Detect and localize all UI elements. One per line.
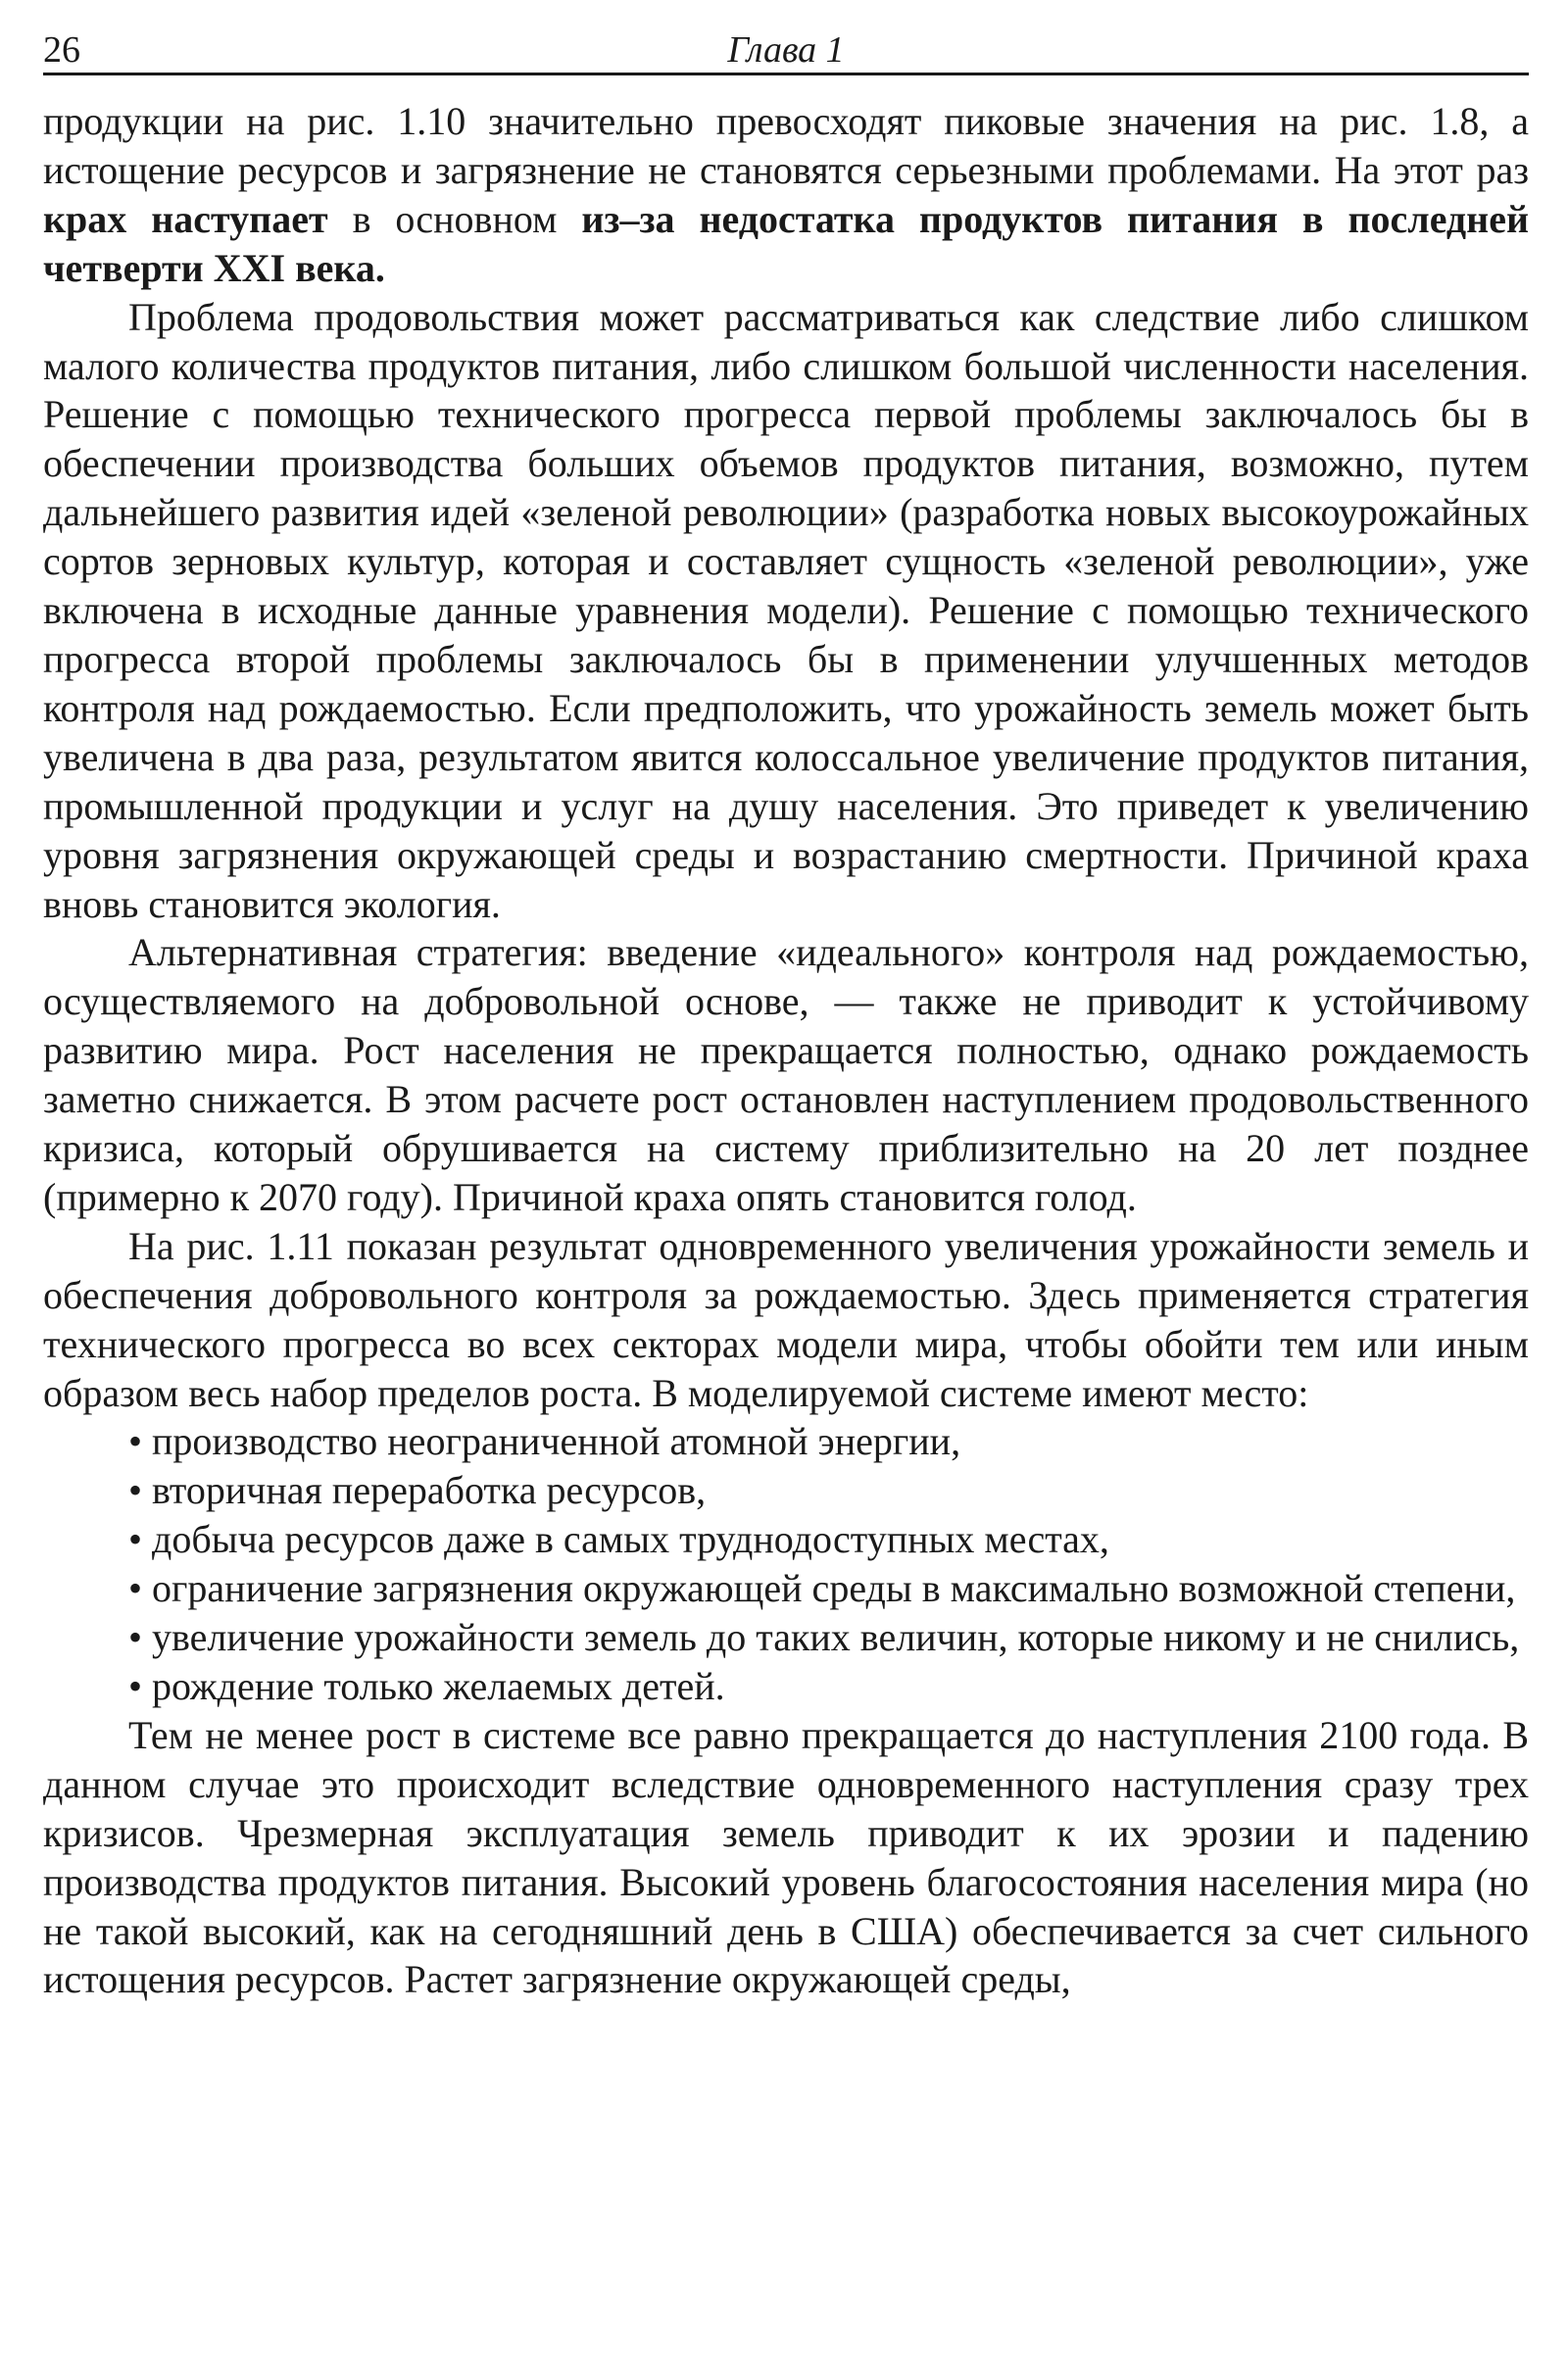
bold-text: из–за недостатка продуктов питания в последней четверти XXI века. [43,196,1530,290]
text-run: • вторичная переработка ресурсов, [128,1468,707,1513]
paragraph [43,293,1529,929]
paragraph [43,1613,1529,1662]
paragraph [43,1662,1529,1711]
text-run: • производство неограниченной атомной энергии, [128,1419,961,1464]
text-run: • рождение только желаемых детей. [128,1664,725,1708]
paragraph [43,1564,1529,1613]
paragraph [43,1417,1529,1466]
text-run: На рис. 1.11 показан результат одновременного увеличения урожайности земель и обеспечения добровольного контроля за рождаемостью. Здесь применяется стратегия технического прогресса во всех секторах модели мира, чтобы обойти тем или иным образом весь набор пределов роста. В моделируемой системе имеют место: [43,1223,1529,1415]
paragraph [43,97,1529,293]
text-run: • ограничение загрязнения окружающей среды в максимально возможной степени, [128,1566,1516,1611]
text-run: • добыча ресурсов даже в самых труднодоступных местах, [128,1517,1109,1562]
text-run: продукции на рис. 1.10 значительно превосходят пиковые значения на рис. 1.8, а истощение ресурсов и загрязнение не становятся серьезными проблемами. На этот раз [43,99,1529,192]
paragraph [43,1515,1529,1564]
paragraph [43,1711,1529,2004]
paragraph [43,1466,1529,1515]
bold-text: крах наступает [43,196,328,241]
text-run: • увеличение урожайности земель до таких величин, которые никому и не снились, [128,1615,1520,1660]
page-header [43,27,1529,75]
page-body [43,97,1529,2004]
page-number: 26 [43,29,80,71]
text-run: Проблема продовольствия может рассматриваться как следствие либо слишком малого количества продуктов питания, либо слишком большой численности населения. Решение с помощью технического прогресса первой проблемы заключалось бы в обеспечении производства больших объемов продуктов питания, возможно, путем дальнейшего развития идей «зеленой революции» (разработка новых высокоурожайных сортов зерновых культур, которая и составляет сущность «зеленой революции», уже включена в исходные данные уравнения модели). Решение с помощью технического прогресса второй проблемы заключалось бы в применении улучшенных методов контроля над рождаемостью. Если предположить, что урожайность земель может быть увеличена в два раза, результатом явится колоссальное увеличение продуктов питания, промышленной продукции и услуг на душу населения. Это приведет к увеличению уровня загрязнения окружающей среды и возрастанию смертности. Причиной краха вновь становится экология. [43,294,1529,926]
book-page [43,27,1529,2004]
text-run: Альтернативная стратегия: введение «идеального» контроля над рождаемостью, осуществляемого на добровольной основе, — также не приводит к устойчивому развитию мира. Рост населения не прекращается полностью, однако рождаемость заметно снижается. В этом расчете рост остановлен наступлением продовольственного кризиса, который обрушивается на систему приблизительно на 20 лет позднее (примерно к 2070 году). Причиной краха опять становится голод. [43,930,1529,1219]
text-run: Тем не менее рост в системе все равно прекращается до наступления 2100 года. В данном случае это происходит вследствие одновременного наступления сразу трех кризисов. Чрезмерная эксплуатация земель приводит к их эрозии и падению производства продуктов питания. Высокий уровень благосостояния населения мира (но не такой высокий, как на сегодняшний день в США) обеспечивается за счет сильного истощения ресурсов. Растет загрязнение окружающей среды, [43,1712,1529,2002]
paragraph [43,928,1529,1221]
text-run: в основном [327,196,582,241]
running-title: Глава 1 [727,29,845,71]
paragraph [43,1222,1529,1418]
